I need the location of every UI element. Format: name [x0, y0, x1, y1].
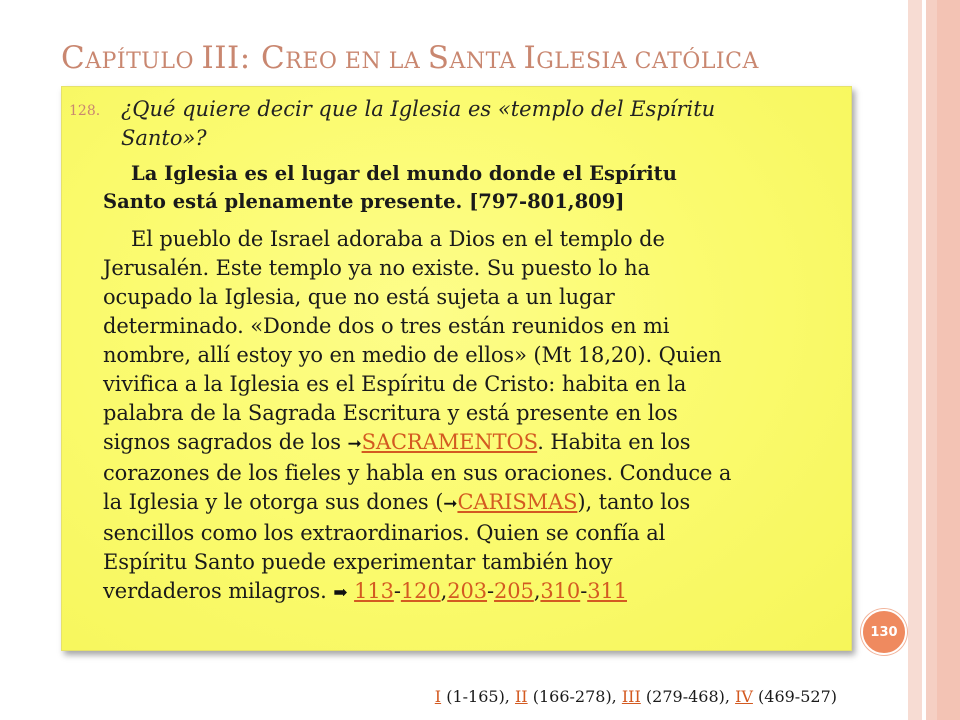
page-number-badge: 130 [861, 609, 907, 655]
title-segment: C [261, 40, 286, 76]
footer-range: (469-527) [752, 687, 837, 706]
body-line-text: la Iglesia y le otorga sus dones ( [103, 490, 444, 514]
footer-link-section-3[interactable]: III [621, 687, 641, 706]
body-text [103, 225, 843, 608]
link-carismas[interactable]: CARISMAS [457, 490, 578, 514]
body-line: ocupado la Iglesia, que no está sujeta a un lugar [103, 285, 615, 309]
title-segment: GLESIA CATÓLICA [536, 49, 759, 74]
answer-text [103, 160, 843, 216]
pointing-hand-icon: ➡ [333, 583, 348, 603]
body-line: vivifica a la Iglesia es el Espíritu de Cristo: habita en la [103, 372, 687, 396]
body-line: corazones de los fieles y habla en sus oraciones. Conduce a [103, 461, 732, 485]
ref-separator: - [580, 579, 588, 603]
title-segment: REO EN LA [285, 49, 428, 74]
answer-line: Santo está plenamente presente. [797-801,809] [103, 190, 625, 213]
ref-separator: , [440, 579, 448, 603]
title-segment: ANTA [449, 49, 524, 74]
body-line-text: signos sagrados de los [103, 430, 348, 454]
body-line-text: verdaderos milagros. [103, 579, 334, 603]
ref-separator: , [533, 579, 541, 603]
question-line: ¿Qué quiere decir que la Iglesia es «templo del Espíritu [121, 97, 716, 121]
body-line: Jerusalén. Este templo ya no existe. Su puesto lo ha [103, 256, 650, 280]
right-arrow-icon: ➞ [347, 434, 362, 454]
decor-stripe-3 [926, 0, 937, 720]
footer-link-section-2[interactable]: II [514, 687, 528, 706]
answer-line: La Iglesia es el lugar del mundo donde el Espíritu [131, 162, 677, 185]
footer-link-section-4[interactable]: IV [735, 687, 753, 706]
body-line: El pueblo de Israel adoraba a Dios en el templo de [131, 227, 665, 251]
ref-link[interactable]: 113 [354, 579, 394, 603]
body-line [103, 428, 843, 459]
link-sacramentos[interactable]: SACRAMENTOS [361, 430, 538, 454]
ref-link[interactable]: 120 [400, 579, 441, 603]
question-line: Santo»? [121, 126, 207, 150]
body-line-text: ), tanto los [577, 490, 691, 514]
title-segment: C [61, 40, 86, 76]
body-line: sencillos como los extraordinarios. Quien se confía al [103, 521, 666, 545]
body-line: Espíritu Santo puede experimentar también hoy [103, 550, 613, 574]
ref-link[interactable]: 205 [494, 579, 534, 603]
body-line: nombre, allí estoy yo en medio de ellos» (Mt 18,20). Quien [103, 343, 722, 367]
footer-navigation [435, 687, 837, 706]
ref-link[interactable]: 203 [447, 579, 488, 603]
title-segment: III: [201, 40, 262, 76]
body-line: determinado. «Donde dos o tres están reunidos en mi [103, 314, 670, 338]
ref-link[interactable]: 310 [540, 579, 581, 603]
decor-stripe-4 [937, 0, 960, 720]
body-line [103, 488, 843, 519]
footer-range: (279-468), [640, 687, 736, 706]
ref-separator: - [393, 579, 401, 603]
title-segment: APÍTULO [85, 49, 202, 74]
body-line [103, 577, 843, 608]
footer-range: (166-278), [527, 687, 622, 706]
title-segment: S [427, 40, 450, 76]
ref-separator: - [487, 579, 495, 603]
body-line: palabra de la Sagrada Escritura y está presente en los [103, 401, 678, 425]
body-line-text: . Habita en los [537, 430, 691, 454]
ref-link[interactable]: 311 [587, 579, 627, 603]
footer-link-section-1[interactable]: I [434, 687, 442, 706]
right-arrow-icon: ➞ [443, 494, 458, 514]
footer-range: (1-165), [441, 687, 515, 706]
question-number: 128. [69, 103, 101, 119]
title-segment: I [523, 40, 537, 76]
question-text [121, 95, 841, 153]
slide-title [61, 40, 901, 76]
decor-stripe-1 [908, 0, 922, 720]
